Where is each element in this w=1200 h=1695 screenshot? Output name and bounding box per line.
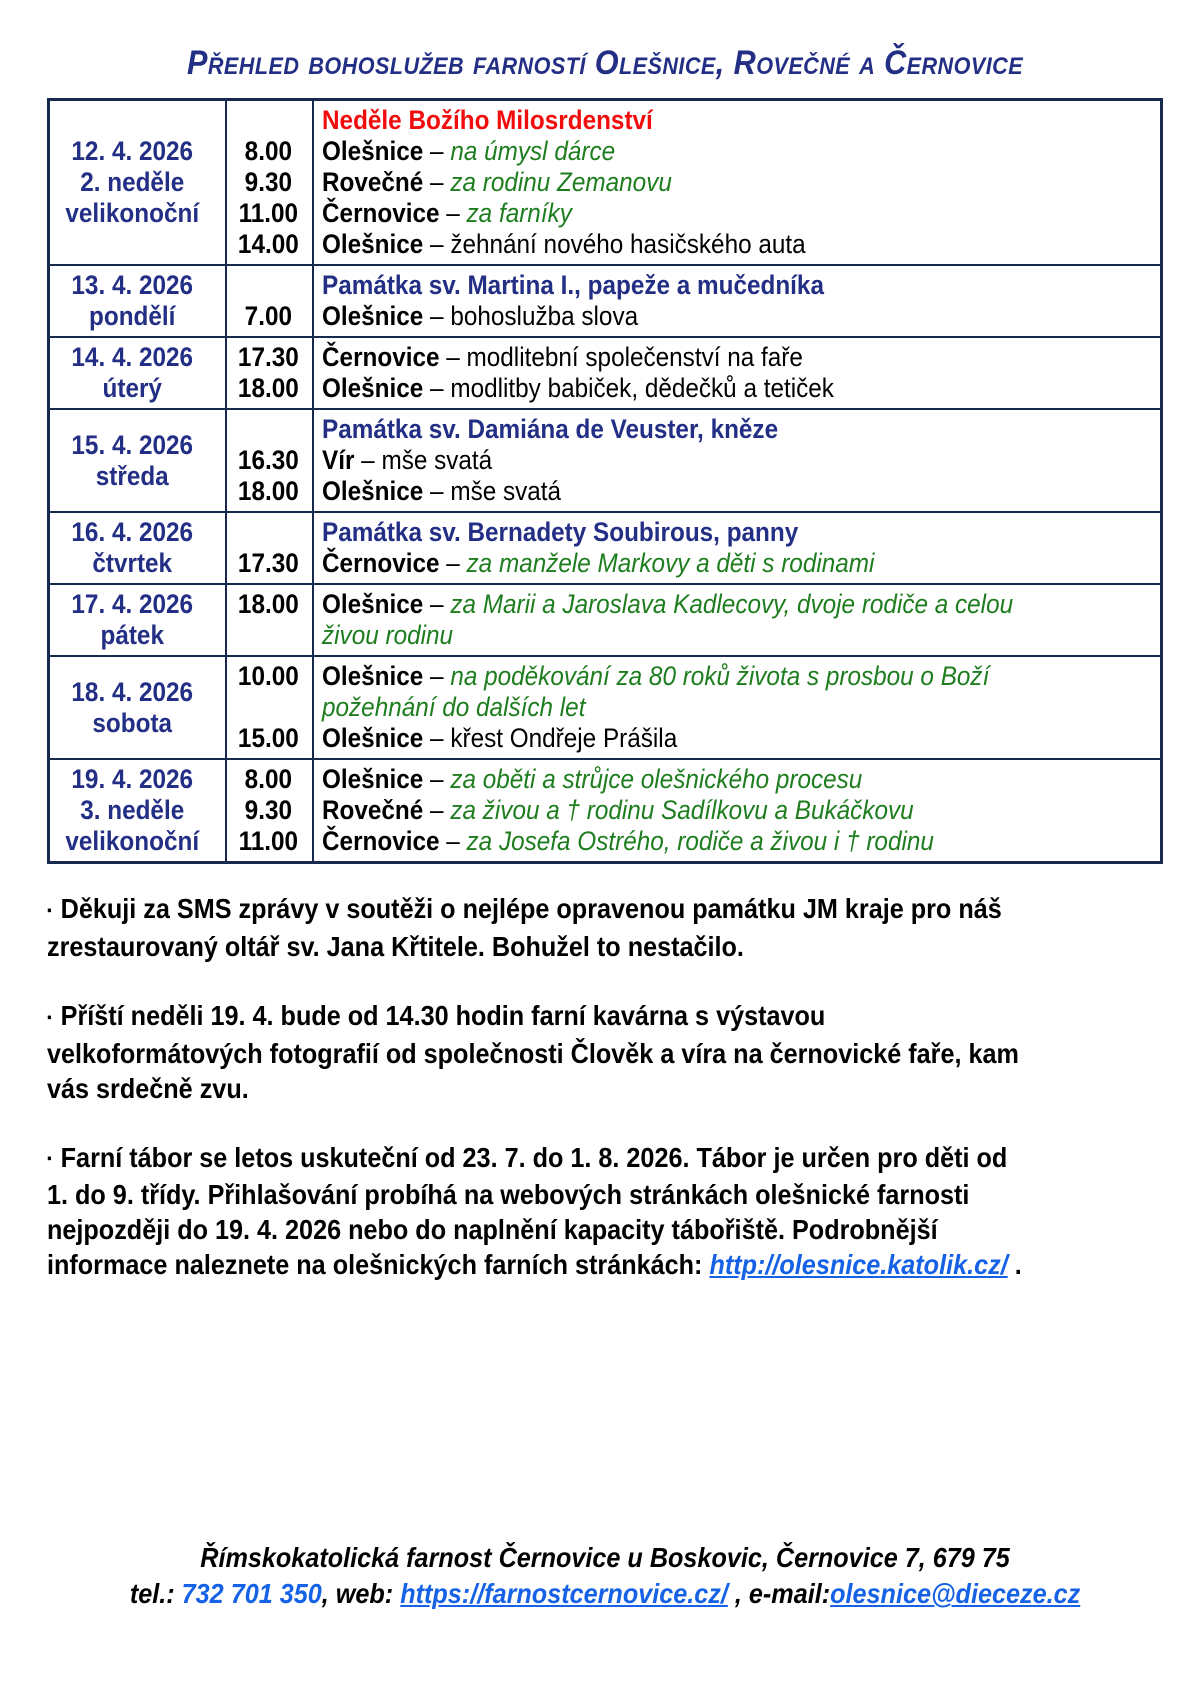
time-cell — [225, 445, 312, 476]
intention-text: žehnání nového hasičského auta — [450, 229, 806, 259]
location-label: Olešnice — [322, 476, 424, 506]
date-cell — [50, 585, 225, 655]
date-line: úterý — [102, 373, 163, 403]
entry-line — [322, 589, 1152, 620]
schedule-entry — [225, 105, 1160, 136]
feast-header: Památka sv. Bernadety Soubirous, panny — [322, 517, 799, 547]
date-line: velikonoční — [65, 826, 200, 856]
date-cell — [50, 760, 225, 861]
description-cell — [312, 445, 1160, 476]
time-cell — [225, 373, 312, 404]
schedule-entry — [225, 795, 1160, 826]
schedule-entry — [225, 589, 1160, 651]
time-cell-inner — [225, 167, 312, 198]
time-cell — [225, 198, 312, 229]
note-inner — [47, 998, 1163, 1106]
time-value: 11.00 — [238, 826, 299, 856]
entries-column — [225, 338, 1160, 408]
time-cell — [225, 764, 312, 795]
entry-line — [322, 229, 1152, 260]
date-line: velikonoční — [65, 198, 200, 228]
schedule-entry — [225, 661, 1160, 723]
date-line: 14. 4. 2026 — [71, 342, 194, 372]
entry-line — [322, 476, 1152, 507]
description-inner — [322, 795, 1152, 826]
schedule-entry — [225, 723, 1160, 754]
description-cell — [312, 517, 1160, 548]
time-value: 7.00 — [244, 301, 293, 331]
date-line: pondělí — [89, 301, 176, 331]
note-text: Příští neděli 19. 4. bude od 14.30 hodin farní kavárna s výstavou — [60, 999, 826, 1031]
location-label: Rovečné — [322, 795, 424, 825]
description-inner — [322, 589, 1152, 651]
dash-separator: – — [354, 445, 382, 475]
description-cell — [312, 589, 1160, 651]
bullet-square-icon: ▪ — [47, 902, 52, 919]
time-value: 14.00 — [238, 229, 299, 259]
time-value: 8.00 — [244, 136, 293, 166]
time-value: 16.30 — [238, 445, 299, 475]
note-line — [47, 891, 1163, 929]
time-cell-inner — [225, 445, 312, 476]
date-cell-inner — [45, 342, 220, 404]
date-cell — [50, 657, 225, 758]
description-cell — [312, 414, 1160, 445]
page-title-wrap — [47, 44, 1163, 83]
note-line — [47, 1212, 1163, 1247]
footer — [47, 1540, 1163, 1612]
intention-text: bohoslužba slova — [450, 301, 639, 331]
intention-text: modlitby babiček, dědečků a tetiček — [450, 373, 834, 403]
dash-separator: – — [423, 301, 451, 331]
date-cell — [50, 410, 225, 511]
time-value: 11.00 — [238, 198, 299, 228]
entries-column — [225, 657, 1160, 758]
footer-address: Římskokatolická farnost Černovice u Boskovic, Černovice 7, 679 75 — [200, 1542, 1010, 1573]
note-line — [47, 1247, 1163, 1282]
intention-text: mše svatá — [381, 445, 493, 475]
description-cell — [312, 229, 1160, 260]
location-label: Olešnice — [322, 764, 424, 794]
note-text: nejpozději do 19. 4. 2026 nebo do naplnění kapacity tábořiště. Podrobnější — [47, 1214, 938, 1246]
description-cell — [312, 105, 1160, 136]
location-label: Vír — [322, 445, 355, 475]
dash-separator: – — [423, 476, 451, 506]
location-label: Olešnice — [322, 229, 424, 259]
location-label: Černovice — [322, 548, 440, 578]
description-inner — [322, 661, 1152, 723]
description-cell — [312, 548, 1160, 579]
entry-line — [322, 548, 1152, 579]
continuation-line: živou rodinu — [322, 620, 454, 650]
entry-line — [322, 136, 1152, 167]
description-inner — [322, 548, 1152, 579]
note-line — [47, 1036, 1163, 1071]
footer-inner — [47, 1540, 1163, 1612]
schedule-row — [50, 583, 1160, 655]
dash-separator: – — [423, 723, 451, 753]
page-content — [47, 0, 1163, 1282]
location-label: Olešnice — [322, 136, 424, 166]
schedule-entry — [225, 301, 1160, 332]
description-inner — [322, 270, 1152, 301]
date-line: pátek — [100, 620, 165, 650]
time-cell — [225, 589, 312, 620]
time-cell-inner — [225, 661, 312, 692]
time-value: 9.30 — [244, 167, 293, 197]
time-cell — [225, 548, 312, 579]
schedule-entry — [225, 517, 1160, 548]
dash-separator: – — [439, 548, 467, 578]
date-cell — [50, 513, 225, 583]
intention-text: za Marii a Jaroslava Kadlecovy, dvoje rodiče a celou — [450, 589, 1014, 619]
note-text: Farní tábor se letos uskuteční od 23. 7. do 1. 8. 2026. Tábor je určen pro děti od — [60, 1141, 1008, 1173]
date-line: 17. 4. 2026 — [71, 589, 194, 619]
dash-separator: – — [423, 661, 451, 691]
intention-text: na úmysl dárce — [450, 136, 616, 166]
schedule-entry — [225, 445, 1160, 476]
time-cell-inner — [225, 795, 312, 826]
feast-header-line — [322, 414, 1152, 445]
description-inner — [322, 445, 1152, 476]
footer-link-email[interactable]: olesnice@dieceze.cz — [830, 1578, 1081, 1609]
time-value: 15.00 — [238, 723, 299, 753]
date-line: 15. 4. 2026 — [71, 429, 194, 460]
time-cell-inner — [225, 342, 312, 373]
entry-line — [322, 795, 1152, 826]
schedule-row — [50, 758, 1160, 861]
entry-line — [322, 342, 1152, 373]
description-cell — [312, 373, 1160, 404]
description-cell — [312, 826, 1160, 857]
time-cell — [225, 661, 312, 692]
location-label: Olešnice — [322, 589, 424, 619]
date-cell — [50, 266, 225, 336]
description-cell — [312, 167, 1160, 198]
date-cell-inner — [45, 517, 220, 579]
intention-text: za oběti a strůjce olešnického procesu — [450, 764, 863, 794]
description-inner — [322, 826, 1152, 857]
description-inner — [322, 517, 1152, 548]
page-title: Přehled bohoslužeb farností Olešnice, Rovečné a Černovice — [186, 44, 1024, 82]
intention-text: za Josefa Ostrého, rodiče a živou i † rodinu — [466, 826, 934, 856]
notes-section — [47, 891, 1163, 1282]
feast-header: Památka sv. Martina I., papeže a mučedníka — [322, 270, 824, 300]
entry-line — [322, 445, 1152, 476]
dash-separator: – — [423, 167, 451, 197]
location-label: Olešnice — [322, 661, 424, 691]
time-cell-inner — [225, 826, 312, 857]
description-inner — [322, 723, 1152, 754]
schedule-entry — [225, 270, 1160, 301]
entry-line — [322, 167, 1152, 198]
bullet-square-icon: ▪ — [47, 1009, 52, 1026]
time-cell — [225, 476, 312, 507]
entry-line — [322, 826, 1152, 857]
footer-link-web[interactable]: https://farnostcernovice.cz/ — [400, 1578, 728, 1609]
contact-text: tel.: — [129, 1578, 182, 1609]
time-value: 18.00 — [238, 589, 299, 619]
dash-separator: – — [423, 589, 451, 619]
continuation-line: požehnání do dalších let — [322, 692, 586, 722]
entry-line — [322, 764, 1152, 795]
schedule-row — [50, 264, 1160, 336]
bullet-square-icon: ▪ — [47, 1151, 52, 1168]
time-cell-inner — [225, 548, 312, 579]
intention-text: za manžele Markovy a děti s rodinami — [466, 548, 875, 578]
time-cell-inner — [225, 229, 312, 260]
intention-text: mše svatá — [450, 476, 562, 506]
date-line: 2. neděle — [80, 167, 185, 197]
note-paragraph — [47, 998, 1163, 1106]
intention-text: za rodinu Zemanovu — [450, 167, 672, 197]
schedule-entry — [225, 826, 1160, 857]
entries-column — [225, 513, 1160, 583]
time-cell-inner — [225, 136, 312, 167]
location-label: Černovice — [322, 342, 440, 372]
entries-column — [225, 410, 1160, 511]
date-line: čtvrtek — [92, 548, 173, 578]
schedule-entry — [225, 548, 1160, 579]
location-label: Černovice — [322, 198, 440, 228]
intention-text: za živou a † rodinu Sadílkovu a Bukáčkovu — [450, 795, 914, 825]
note-line — [47, 998, 1163, 1036]
entries-column — [225, 101, 1160, 264]
feast-header-line — [322, 517, 1152, 548]
time-cell-inner — [225, 198, 312, 229]
schedule-row — [50, 408, 1160, 511]
note-inner — [47, 891, 1163, 964]
time-cell-inner — [225, 373, 312, 404]
note-text: zrestaurovaný oltář sv. Jana Křtitele. Bohužel to nestačilo. — [47, 930, 744, 962]
location-label: Olešnice — [322, 373, 424, 403]
location-label: Olešnice — [322, 301, 424, 331]
entry-line — [322, 301, 1152, 332]
feast-header-line — [322, 270, 1152, 301]
time-value: 17.30 — [238, 548, 299, 578]
intention-text: modlitební společenství na faře — [466, 342, 803, 372]
note-text: informace naleznete na olešnických farních stránkách: — [47, 1249, 710, 1281]
schedule-row — [50, 101, 1160, 264]
description-inner — [322, 229, 1152, 260]
time-value: 9.30 — [244, 795, 293, 825]
note-text: 1. do 9. třídy. Přihlašování probíhá na webových stránkách olešnické farnosti — [47, 1179, 970, 1211]
time-cell — [225, 301, 312, 332]
time-cell-inner — [225, 301, 312, 332]
date-line: středa — [96, 460, 170, 491]
note-line — [47, 1140, 1163, 1178]
time-value: 17.30 — [238, 342, 299, 372]
note-line — [47, 1071, 1163, 1106]
schedule-entry — [225, 476, 1160, 507]
dash-separator: – — [423, 764, 451, 794]
description-inner — [322, 414, 1152, 445]
dash-separator: – — [423, 795, 451, 825]
phone-number: 732 701 350 — [181, 1578, 322, 1609]
description-inner — [322, 764, 1152, 795]
schedule-row — [50, 336, 1160, 408]
description-cell — [312, 764, 1160, 795]
table-vertical-border-2 — [312, 101, 314, 861]
date-cell-inner — [45, 589, 220, 651]
feast-header: Neděle Božího Milosrdenství — [322, 105, 653, 135]
intention-text: na poděkování za 80 roků života s prosbou o Boží — [450, 661, 990, 691]
description-inner — [322, 136, 1152, 167]
date-cell-inner — [45, 764, 220, 857]
dash-separator: – — [439, 342, 467, 372]
location-label: Olešnice — [322, 723, 424, 753]
description-cell — [312, 723, 1160, 754]
date-line: 3. neděle — [80, 795, 185, 825]
time-cell-inner — [225, 589, 312, 620]
note-paragraph — [47, 891, 1163, 964]
time-cell — [225, 167, 312, 198]
schedule-row — [50, 511, 1160, 583]
description-inner — [322, 198, 1152, 229]
schedule-entry — [225, 764, 1160, 795]
description-inner — [322, 105, 1152, 136]
entries-column — [225, 266, 1160, 336]
time-value: 18.00 — [238, 373, 299, 403]
dash-separator: – — [439, 826, 467, 856]
date-line: 18. 4. 2026 — [71, 676, 194, 707]
contact-text: , e-mail: — [727, 1578, 831, 1609]
date-line: 19. 4. 2026 — [71, 764, 194, 794]
description-inner — [322, 476, 1152, 507]
schedule-entry — [225, 414, 1160, 445]
entry-line — [322, 198, 1152, 229]
entry-line — [322, 661, 1152, 692]
date-cell-inner — [45, 677, 220, 739]
note-line — [47, 1177, 1163, 1212]
description-cell — [312, 342, 1160, 373]
description-inner — [322, 373, 1152, 404]
description-cell — [312, 795, 1160, 826]
time-cell-inner — [225, 723, 312, 754]
schedule-entry — [225, 373, 1160, 404]
schedule-entry — [225, 198, 1160, 229]
time-cell — [225, 229, 312, 260]
entry-line — [322, 373, 1152, 404]
note-inner — [47, 1140, 1163, 1283]
note-text: vás srdečně zvu. — [47, 1072, 249, 1104]
date-cell-inner — [45, 430, 220, 492]
date-line: sobota — [92, 707, 173, 738]
time-cell — [225, 723, 312, 754]
description-cell — [312, 301, 1160, 332]
entries-column — [225, 585, 1160, 655]
date-cell-inner — [45, 136, 220, 229]
description-cell — [312, 198, 1160, 229]
dash-separator: – — [423, 229, 451, 259]
description-cell — [312, 476, 1160, 507]
dash-separator: – — [423, 136, 451, 166]
note-text: Děkuji za SMS zprávy v soutěži o nejlépe opravenou památku JM kraje pro náš — [60, 893, 1002, 924]
description-inner — [322, 342, 1152, 373]
date-line: 16. 4. 2026 — [71, 517, 194, 547]
description-inner — [322, 301, 1152, 332]
schedule-table — [47, 98, 1163, 864]
footer-contacts — [47, 1576, 1163, 1612]
location-label: Černovice — [322, 826, 440, 856]
note-line — [47, 929, 1163, 964]
note-link[interactable]: http://olesnice.katolik.cz/ — [709, 1249, 1008, 1281]
time-cell — [225, 136, 312, 167]
time-cell-inner — [225, 476, 312, 507]
date-line: 13. 4. 2026 — [71, 270, 194, 300]
dash-separator: – — [439, 198, 467, 228]
time-value: 10.00 — [238, 661, 299, 691]
time-cell — [225, 342, 312, 373]
note-paragraph — [47, 1140, 1163, 1283]
time-cell-inner — [225, 764, 312, 795]
note-text: . — [1007, 1249, 1022, 1281]
table-rows — [50, 101, 1160, 861]
intention-text: za farníky — [466, 198, 572, 228]
intention-text: křest Ondřeje Prášila — [450, 723, 678, 753]
date-cell — [50, 338, 225, 408]
contact-text: , web: — [321, 1578, 401, 1609]
description-cell — [312, 136, 1160, 167]
entries-column — [225, 760, 1160, 861]
description-cell — [312, 270, 1160, 301]
location-label: Rovečné — [322, 167, 424, 197]
time-value: 18.00 — [238, 476, 299, 506]
dash-separator: – — [423, 373, 451, 403]
schedule-row — [50, 655, 1160, 758]
time-cell — [225, 795, 312, 826]
time-cell — [225, 826, 312, 857]
entry-line — [322, 723, 1152, 754]
date-line: 12. 4. 2026 — [71, 136, 194, 166]
feast-header: Památka sv. Damiána de Veuster, kněze — [322, 414, 779, 444]
schedule-entry — [225, 167, 1160, 198]
schedule-entry — [225, 342, 1160, 373]
date-cell-inner — [45, 270, 220, 332]
schedule-entry — [225, 136, 1160, 167]
note-text: velkoformátových fotografií od společnosti Člověk a víra na černovické faře, kam — [47, 1037, 1019, 1069]
date-cell — [50, 101, 225, 264]
feast-header-line — [322, 105, 1152, 136]
schedule-entry — [225, 229, 1160, 260]
description-inner — [322, 167, 1152, 198]
time-value: 8.00 — [244, 764, 293, 794]
description-cell — [312, 661, 1160, 723]
